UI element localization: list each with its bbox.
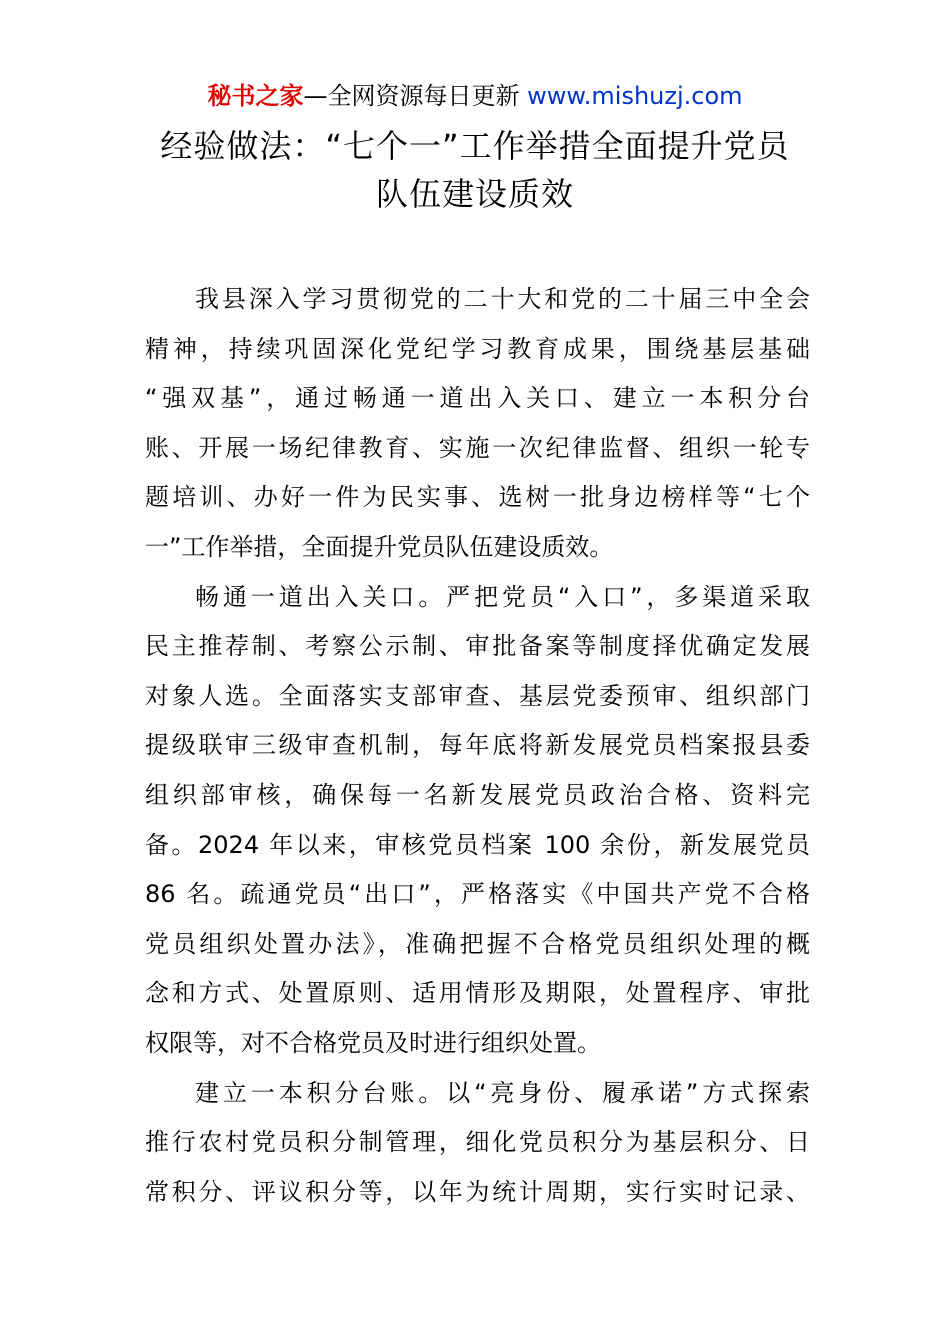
- paragraph-2-line: 86 名。疏通党员“出口”，严格落实《中国共产党不合格: [145, 880, 810, 909]
- paragraph-2-line: 备。2024 年以来，审核党员档案 100 余份，新发展党员: [145, 830, 810, 859]
- paragraph-1-line: 题培训、办好一件为民实事、选树一批身边榜样等“七个: [145, 483, 810, 512]
- site-brand: 秘书之家: [207, 82, 304, 110]
- paragraph-2-line: 权限等，对不合格党员及时进行组织处置。: [145, 1028, 601, 1057]
- paragraph-3-line: 常积分、评议积分等，以年为统计周期，实行实时记录、: [145, 1177, 810, 1206]
- paragraph-2-line: 民主推荐制、考察公示制、审批备案等制度择优确定发展: [145, 632, 810, 661]
- site-url-link[interactable]: www.mishuzj.com: [527, 82, 743, 110]
- paragraph-2-line: 念和方式、处置原则、适用情形及期限，处置程序、审批: [145, 979, 810, 1008]
- paragraph-2-line: 提级联审三级审查机制，每年底将新发展党员档案报县委: [145, 731, 810, 760]
- title-line-2: 队伍建设质效: [375, 175, 574, 213]
- paragraph-1-line: 账、开展一场纪律教育、实施一次纪律监督、组织一轮专: [145, 433, 810, 462]
- paragraph-1-line: 精神，持续巩固深化党纪学习教育成果，围绕基层基础: [145, 334, 810, 363]
- paragraph-1-line: 一”工作举措，全面提升党员队伍建设质效。: [145, 532, 614, 561]
- paragraph-3-line: 建立一本积分台账。以“亮身份、履承诺”方式探索: [195, 1078, 810, 1107]
- paragraph-2-line: 畅通一道出入关口。严把党员“入口”，多渠道采取: [195, 582, 810, 611]
- document-title: [100, 122, 850, 218]
- paragraph-2-line: 对象人选。全面落实支部审查、基层党委预审、组织部门: [145, 681, 810, 710]
- paragraph-2-line: 党员组织处置办法》，准确把握不合格党员组织处理的概: [145, 929, 810, 958]
- title-line-1: 经验做法：“七个一”工作举措全面提升党员: [160, 127, 790, 165]
- paragraph-1-line: “强双基”，通过畅通一道出入关口、建立一本积分台: [145, 384, 810, 413]
- document-body: [145, 275, 810, 1217]
- paragraph-1-line: 我县深入学习贯彻党的二十大和党的二十届三中全会: [195, 285, 810, 313]
- paragraph-2-line: 组织部审核，确保每一名新发展党员政治合格、资料完: [145, 780, 810, 809]
- site-header: [0, 80, 950, 112]
- paragraph-3-line: 推行农村党员积分制管理，细化党员积分为基层积分、日: [145, 1128, 810, 1157]
- site-tagline: —全网资源每日更新: [303, 82, 520, 110]
